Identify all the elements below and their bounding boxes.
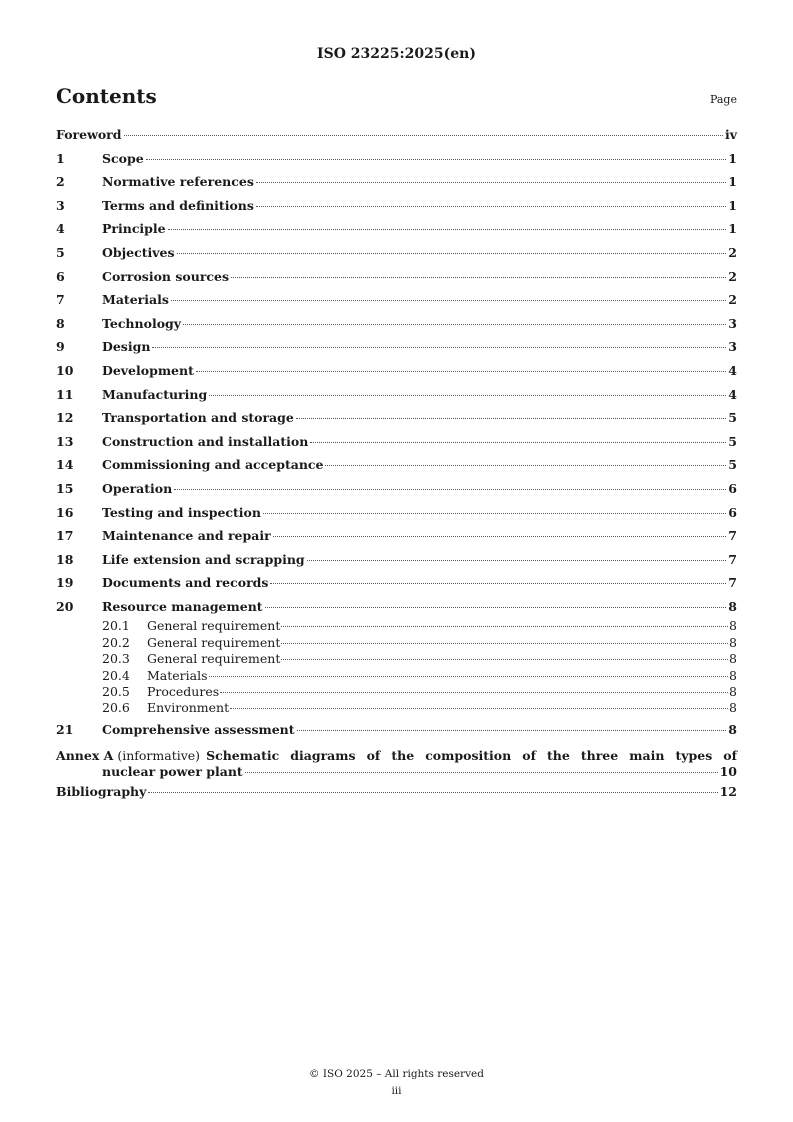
toc-entry-number: 11 — [56, 386, 74, 402]
toc-entry-number: 15 — [56, 480, 74, 496]
dot-leader — [183, 324, 726, 325]
toc-entry-label: Scope — [102, 150, 144, 166]
toc-entry-page: iv — [724, 127, 737, 142]
toc-entry-page: 5 — [728, 457, 737, 473]
dot-leader — [307, 560, 727, 561]
toc-entry[interactable] — [56, 174, 737, 198]
toc-subentry-number: 20.6 — [102, 700, 130, 716]
toc-entry-label: Design — [102, 339, 151, 355]
toc-entry-page: 5 — [728, 433, 737, 449]
toc-entry-foreword[interactable] — [56, 127, 737, 151]
copyright-notice: © ISO 2025 – All rights reserved — [309, 1068, 484, 1080]
annex-title-line2: nuclear power plant — [102, 764, 243, 780]
toc-entry-page: 8 — [728, 598, 737, 614]
toc-entry-number: 12 — [56, 410, 74, 426]
toc-subentries — [56, 618, 737, 716]
toc-subentry-page: 8 — [729, 651, 737, 667]
toc-subentry[interactable] — [56, 618, 737, 634]
toc-entry-number: 9 — [56, 339, 65, 355]
toc-entry-page: 1 — [728, 221, 737, 237]
annex-title-line1: Schematic diagrams of the composition of the three main types of — [206, 748, 737, 764]
toc-entry[interactable] — [56, 410, 737, 434]
toc-entry-page: 2 — [728, 244, 737, 260]
toc-entry-number: 4 — [56, 221, 65, 237]
toc-entry-page: 7 — [728, 528, 737, 544]
contents-title: Contents — [56, 84, 157, 108]
toc-entry-label: Commissioning and acceptance — [102, 457, 324, 473]
toc-subentry-label: Procedures — [147, 684, 220, 700]
toc-entry-label: Documents and records — [102, 575, 269, 591]
toc-entry[interactable] — [56, 505, 737, 529]
toc-subentry-page: 8 — [729, 634, 737, 650]
dot-leader — [177, 253, 727, 254]
toc-entry-page: 5 — [728, 410, 737, 426]
document-header: ISO 23225:2025(en) — [317, 46, 476, 62]
dot-leader — [281, 659, 728, 660]
toc-entry-annex-a[interactable] — [56, 748, 737, 780]
toc-entry-label: Development — [102, 362, 194, 378]
toc-entry-number: 7 — [56, 292, 65, 308]
dot-leader — [230, 708, 728, 709]
toc-entry-label: Testing and inspection — [102, 504, 261, 520]
toc-entry[interactable] — [56, 552, 737, 576]
page-column-label: Page — [709, 93, 737, 106]
toc-entry[interactable] — [56, 575, 737, 599]
toc-entry-page: 4 — [728, 386, 737, 402]
toc-subentry-label: Materials — [147, 667, 208, 683]
toc-entry-number: 1 — [56, 150, 65, 166]
toc-entry-page: 8 — [728, 721, 737, 737]
toc-subentry-number: 20.5 — [102, 684, 130, 700]
toc-entry[interactable] — [56, 339, 737, 363]
toc-subentry-page: 8 — [729, 684, 737, 700]
toc-entry-label: Terms and definitions — [102, 197, 254, 213]
toc-entry-page: 1 — [728, 197, 737, 213]
toc-entry-label: Technology — [102, 315, 182, 331]
toc-entry-label: Life extension and scrapping — [102, 551, 305, 567]
toc-entry[interactable] — [56, 221, 737, 245]
dot-leader — [245, 772, 718, 773]
toc-entry-label: Materials — [102, 292, 169, 308]
toc-entry[interactable] — [56, 387, 737, 411]
toc-entry-page: 4 — [728, 362, 737, 378]
toc-entry[interactable] — [56, 481, 737, 505]
toc-entry-page: 6 — [728, 480, 737, 496]
toc-entry-number: 5 — [56, 244, 65, 260]
dot-leader — [297, 730, 727, 731]
toc-entry-number: 18 — [56, 551, 74, 567]
toc-subentry-label: General requirement — [147, 618, 281, 634]
toc-subentry-page: 8 — [729, 618, 737, 634]
dot-leader — [256, 182, 726, 183]
toc-subentry[interactable] — [56, 668, 737, 684]
dot-leader — [265, 607, 727, 608]
toc-entry-21[interactable] — [56, 722, 737, 746]
toc-entry[interactable] — [56, 434, 737, 458]
toc-entry-page: 6 — [728, 504, 737, 520]
dot-leader — [231, 277, 726, 278]
toc-subentry[interactable] — [56, 700, 737, 716]
toc-entry[interactable] — [56, 198, 737, 222]
toc-entry[interactable] — [56, 151, 737, 175]
toc-entry-page: 3 — [728, 315, 737, 331]
toc-entry-page: 1 — [728, 174, 737, 190]
toc-entry-bibliography[interactable] — [56, 784, 737, 808]
dot-leader — [310, 442, 726, 443]
toc-entry-label: Resource management — [102, 598, 263, 614]
page-number: iii — [391, 1085, 402, 1097]
toc-entry-number: 21 — [56, 721, 74, 737]
annex-page: 10 — [719, 764, 737, 780]
toc-entry-number: 14 — [56, 457, 74, 473]
dot-leader — [152, 347, 726, 348]
toc-entry-number: 2 — [56, 174, 65, 190]
dot-leader — [281, 643, 728, 644]
toc-entry-label: Manufacturing — [102, 386, 208, 402]
toc-subentry-page: 8 — [729, 700, 737, 716]
dot-leader — [209, 676, 729, 677]
toc-entry-page: 7 — [728, 575, 737, 591]
dot-leader — [168, 229, 727, 230]
toc-entry-page: 1 — [728, 150, 737, 166]
toc-entry-label: Maintenance and repair — [102, 528, 271, 544]
toc-entry[interactable] — [56, 528, 737, 552]
toc-entry-label: Principle — [102, 221, 166, 237]
toc-entry-label: Corrosion sources — [102, 268, 230, 284]
toc-entry-label: Foreword — [56, 127, 122, 142]
toc-subentry-number: 20.4 — [102, 667, 130, 683]
toc-entry-label: Transportation and storage — [102, 410, 294, 426]
toc-entry-label: Operation — [102, 480, 173, 496]
dot-leader — [263, 513, 726, 514]
toc-subentry-number: 20.1 — [102, 618, 130, 634]
toc-main-entries — [56, 151, 737, 623]
toc-entry-number: 20 — [56, 598, 74, 614]
toc-entry-page: 2 — [728, 292, 737, 308]
toc-entry[interactable] — [56, 363, 737, 387]
dot-leader — [296, 418, 726, 419]
dot-leader — [256, 206, 726, 207]
dot-leader — [220, 692, 728, 693]
toc-entry-page: 7 — [728, 551, 737, 567]
toc-entry-label: Objectives — [102, 244, 175, 260]
toc-entry-page: 12 — [719, 784, 737, 800]
toc-entry-page: 2 — [728, 268, 737, 284]
toc-entry[interactable] — [56, 316, 737, 340]
toc-subentry[interactable] — [56, 684, 737, 700]
annex-type: (informative) — [117, 748, 201, 764]
toc-subentry-number: 20.2 — [102, 634, 130, 650]
toc-entry-number: 10 — [56, 362, 74, 378]
toc-entry-page: 3 — [728, 339, 737, 355]
toc-entry-label: Construction and installation — [102, 433, 309, 449]
toc-entry-label: Comprehensive assessment — [102, 721, 295, 737]
dot-leader — [146, 159, 727, 160]
toc-entry[interactable] — [56, 269, 737, 293]
toc-entry-number: 17 — [56, 528, 74, 544]
dot-leader — [171, 300, 726, 301]
dot-leader — [325, 465, 726, 466]
table-of-contents — [56, 127, 737, 808]
toc-entry-number: 6 — [56, 268, 65, 284]
dot-leader — [273, 536, 727, 537]
toc-subentry-label: Environment — [147, 700, 230, 716]
toc-subentry[interactable] — [56, 635, 737, 651]
toc-entry-label: Normative references — [102, 174, 254, 190]
toc-entry[interactable] — [56, 245, 737, 269]
title-row — [56, 84, 737, 108]
dot-leader — [196, 371, 726, 372]
annex-id: Annex A — [56, 748, 114, 764]
toc-subentry-page: 8 — [729, 667, 737, 683]
dot-leader — [270, 583, 726, 584]
dot-leader — [148, 792, 717, 793]
dot-leader — [124, 135, 723, 136]
toc-subentry-label: General requirement — [147, 634, 281, 650]
toc-entry[interactable] — [56, 292, 737, 316]
toc-subentry[interactable] — [56, 651, 737, 667]
toc-entry[interactable] — [56, 457, 737, 481]
dot-leader — [281, 626, 728, 627]
toc-subentry-label: General requirement — [147, 651, 281, 667]
toc-entry-number: 13 — [56, 433, 74, 449]
toc-entry-number: 19 — [56, 575, 74, 591]
toc-entry-number: 8 — [56, 315, 65, 331]
dot-leader — [209, 395, 726, 396]
toc-subentry-number: 20.3 — [102, 651, 130, 667]
toc-entry-label: Bibliography — [56, 784, 147, 800]
dot-leader — [174, 489, 726, 490]
toc-entry-number: 16 — [56, 504, 74, 520]
page-footer — [0, 1066, 793, 1100]
toc-entry-number: 3 — [56, 197, 65, 213]
